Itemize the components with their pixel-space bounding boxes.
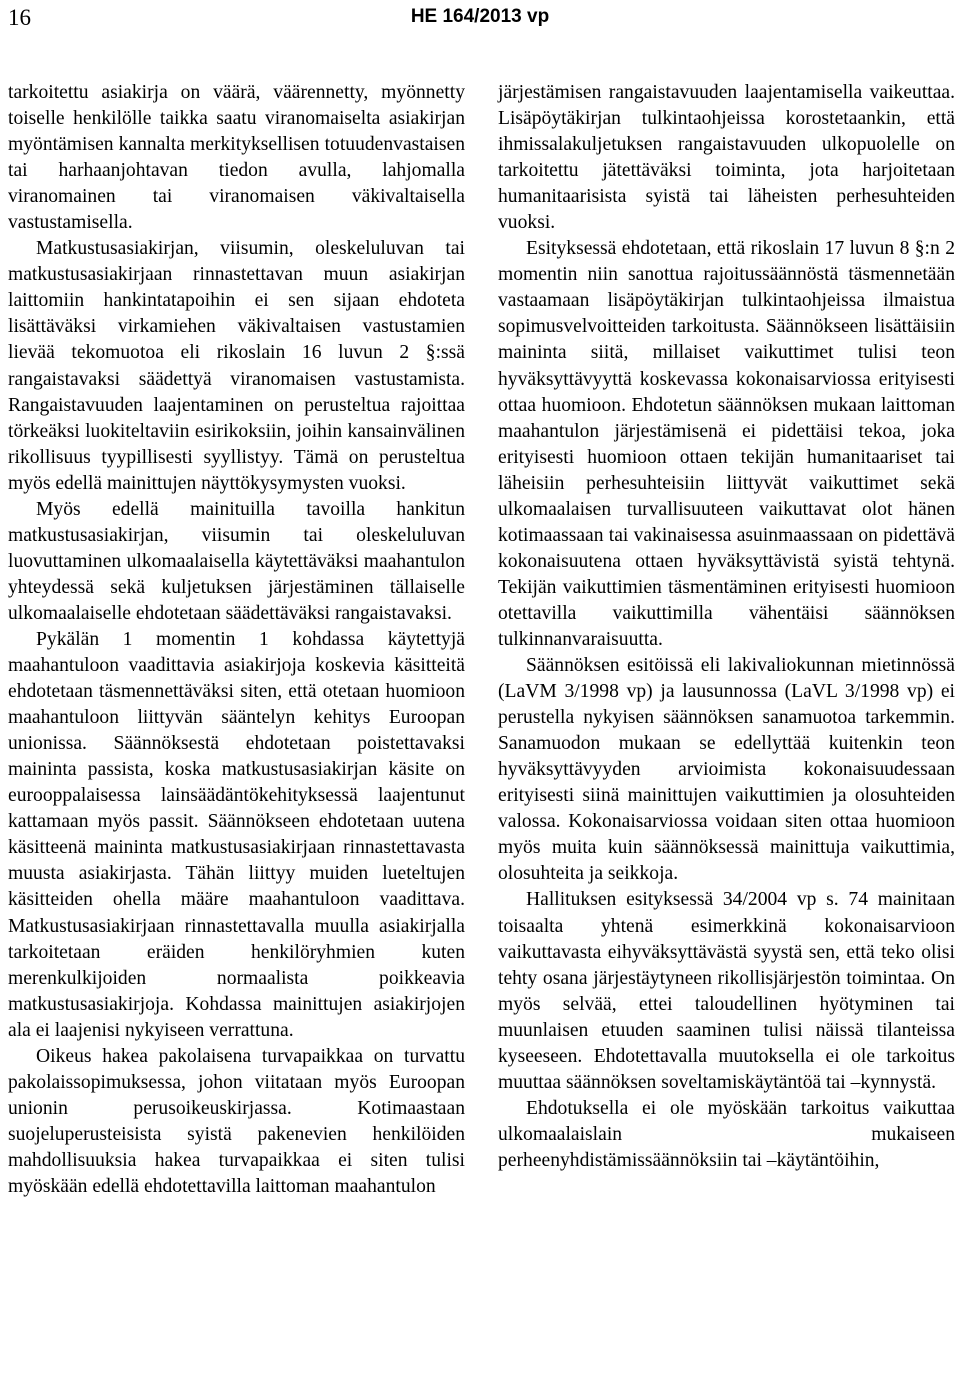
body-paragraph: Myös edellä mainituilla tavoilla hankitun matkustusasiakirjan, viisumin tai oleskeluluvan luovuttaminen ulkomaalaisella käytettäväksi maahantulon yhteydessä sekä kuljetuksen järjestäminen tällaiselle ulkomaalaiselle ehdotetaan säädettäväksi rangaistavaksi. <box>8 498 465 624</box>
page-header <box>0 0 960 40</box>
document-id: HE 164/2013 vp <box>410 6 550 27</box>
body-paragraph: Pykälän 1 momentin 1 kohdassa käytettyjä maahantuloon vaadittavia asiakirjoja koskevia käsitteitä ehdotetaan täsmennettäväksi siten, että otetaan huomioon maahantuloon liittyvän sääntelyn kehitys Euroopan unionissa. Säännöksestä ehdotetaan poistettavaksi maininta passista, koska matkustusasiakirjan käsite on eurooppalaisessa lainsäädäntökehityksessä laajentunut kattamaan myös passit. Säännökseen ehdotetaan uutena käsitteenä maininta matkustusasiakirjaan rinnastettavasta muusta asiakirjasta. Tähän liittyy muiden lueteltujen käsitteiden ohella määre maahantuloon vaadittava. Matkustusasiakirjaan rinnastettavalla muulla asiakirjalla tarkoitetaan eräiden henkilöryhmien kuten merenkulkijoiden normaalista poikkeavia matkustusasiakirjoja. Kohdassa mainittujen asiakirjojen ala ei laajenisi nykyiseen verrattuna. <box>8 628 465 1041</box>
body-paragraph: Matkustusasiakirjan, viisumin, oleskeluluvan tai matkustusasiakirjaan rinnastettavan muun asiakirjan laittomiin hankintatapoihin ei sen sijaan ehdoteta lisättäväksi virkamiehen väkivaltaisen vastustamien lievää tekomuotoa eli rikoslain 16 luvun 2 §:ssä rangaistavaksi säädettyä viranomaisen vastustamista. Rangaistavuuden laajentaminen on perusteltua rajoittaa törkeäksi luokiteltaviin esirikoksiin, joihin kansainvälinen rikollisuus tyypillisesti syyllistyy. Tämä on perusteltua myös edellä mainittujen näyttökysymysten vuoksi. <box>8 238 465 494</box>
body-paragraph: Ehdotuksella ei ole myöskään tarkoitus vaikuttaa ulkomaalaislain mukaiseen perheenyhdistämissäännöksiin tai –käytäntöihin, <box>498 1097 955 1171</box>
right-column <box>498 80 955 1174</box>
body-paragraph: Oikeus hakea pakolaisena turvapaikkaa on turvattu pakolaissopimuksessa, johon viitataan myös Euroopan unionin perusoikeuskirjassa. Kotimaastaan suojeluperusteisista syistä pakenevien henkilöiden mahdollisuuksia hakea turvapaikkaa ei siten tulisi myöskään edellä ehdotettavilla laittoman maahantulon <box>8 1045 465 1197</box>
page-number: 16 <box>8 5 31 30</box>
body-paragraph: tarkoitettu asiakirja on väärä, väärennetty, myönnetty toiselle henkilölle taikka saatu viranomaiselta asiakirjan myöntämisen kannalta merkityksellisen totuudenvastaisen tai harhaanjohtavan tiedon avulla, lahjomalla viranomainen tai viranomaisen väkivaltaisella vastustamisella. <box>8 82 465 234</box>
body-paragraph: järjestämisen rangaistavuuden laajentamisella vaikeuttaa. Lisäpöytäkirjan tulkintaohjeissa korostetaankin, että ihmissalakuljetuksen rangaistavuuden ulkopuolelle on tarkoitettu jätettäväksi toiminta, jota harjoitetaan humanitaarisista syistä tai läheisten perhesuhteiden vuoksi. <box>498 82 955 234</box>
body-paragraph: Esityksessä ehdotetaan, että rikoslain 17 luvun 8 §:n 2 momentin niin sanottua rajoitussäännöstä täsmennetään vastaamaan lisäpöytäkirjan tulkintaohjeissa ilmaistua sopimusvelvoitteiden tarkoitusta. Säännökseen lisättäisiin maininta siitä, millaiset vaikuttimet tulisi teon hyväksyttävyyttä koskevassa kokonaisarviossa erityisesti ottaa huomioon. Ehdotetun säännöksen mukaan laittoman maahantulon järjestämisenä ei pidettäisi tekoa, joka erityisesti huomioon ottaen tekijän humanitaariset tai läheisiin perhesuhteisiin liittyvät vaikuttimet sekä ulkomaalaisen turvallisuuteen vaikuttavat olot hänen kotimaassaan tai vakinaisessa asuinmaassaan on pidettävä kokonaisuutena ottaen hyväksyttävistä syistä tehtynä. Tekijän vaikuttimien täsmentäminen erityisesti huomioon otettavilla vaikuttimilla vähentäisi säännöksen tulkinnanvaraisuutta. <box>498 238 955 650</box>
body-paragraph: Säännöksen esitöissä eli lakivaliokunnan mietinnössä (LaVM 3/1998 vp) ja lausunnossa (LaVL 3/1998 vp) ei perustella nykyisen säännöksen sanamuotoa tarkemmin. Sanamuodon mukaan se edellyttää kuitenkin teon hyväksyttävyyden arvioimista kokonaisuudessaan erityisesti siinä mainittujen vaikuttimien ja olosuhteiden valossa. Kokonaisarviossa voidaan siten ottaa huomioon myös muita kuin säännöksessä mainittuja vaikuttimia, olosuhteita ja seikkoja. <box>498 655 955 885</box>
body-paragraph: Hallituksen esityksessä 34/2004 vp s. 74 mainitaan toisaalta yhtenä esimerkkinä kokonaisarvioon vaikuttavasta eihyväksyttävästä syystä sen, että teko olisi tehty osana järjestäytyneen rikollisjärjestön toimintaa. On myös selvää, ettei taloudellinen hyötyminen tai muunlaisen etuuden saaminen tulisi näissä tilanteissa kyseeseen. Ehdotettavalla muutoksella ei ole tarkoitus muuttaa säännöksen soveltamiskäytäntöä tai –kynnystä. <box>498 889 955 1093</box>
left-column <box>8 80 465 1200</box>
